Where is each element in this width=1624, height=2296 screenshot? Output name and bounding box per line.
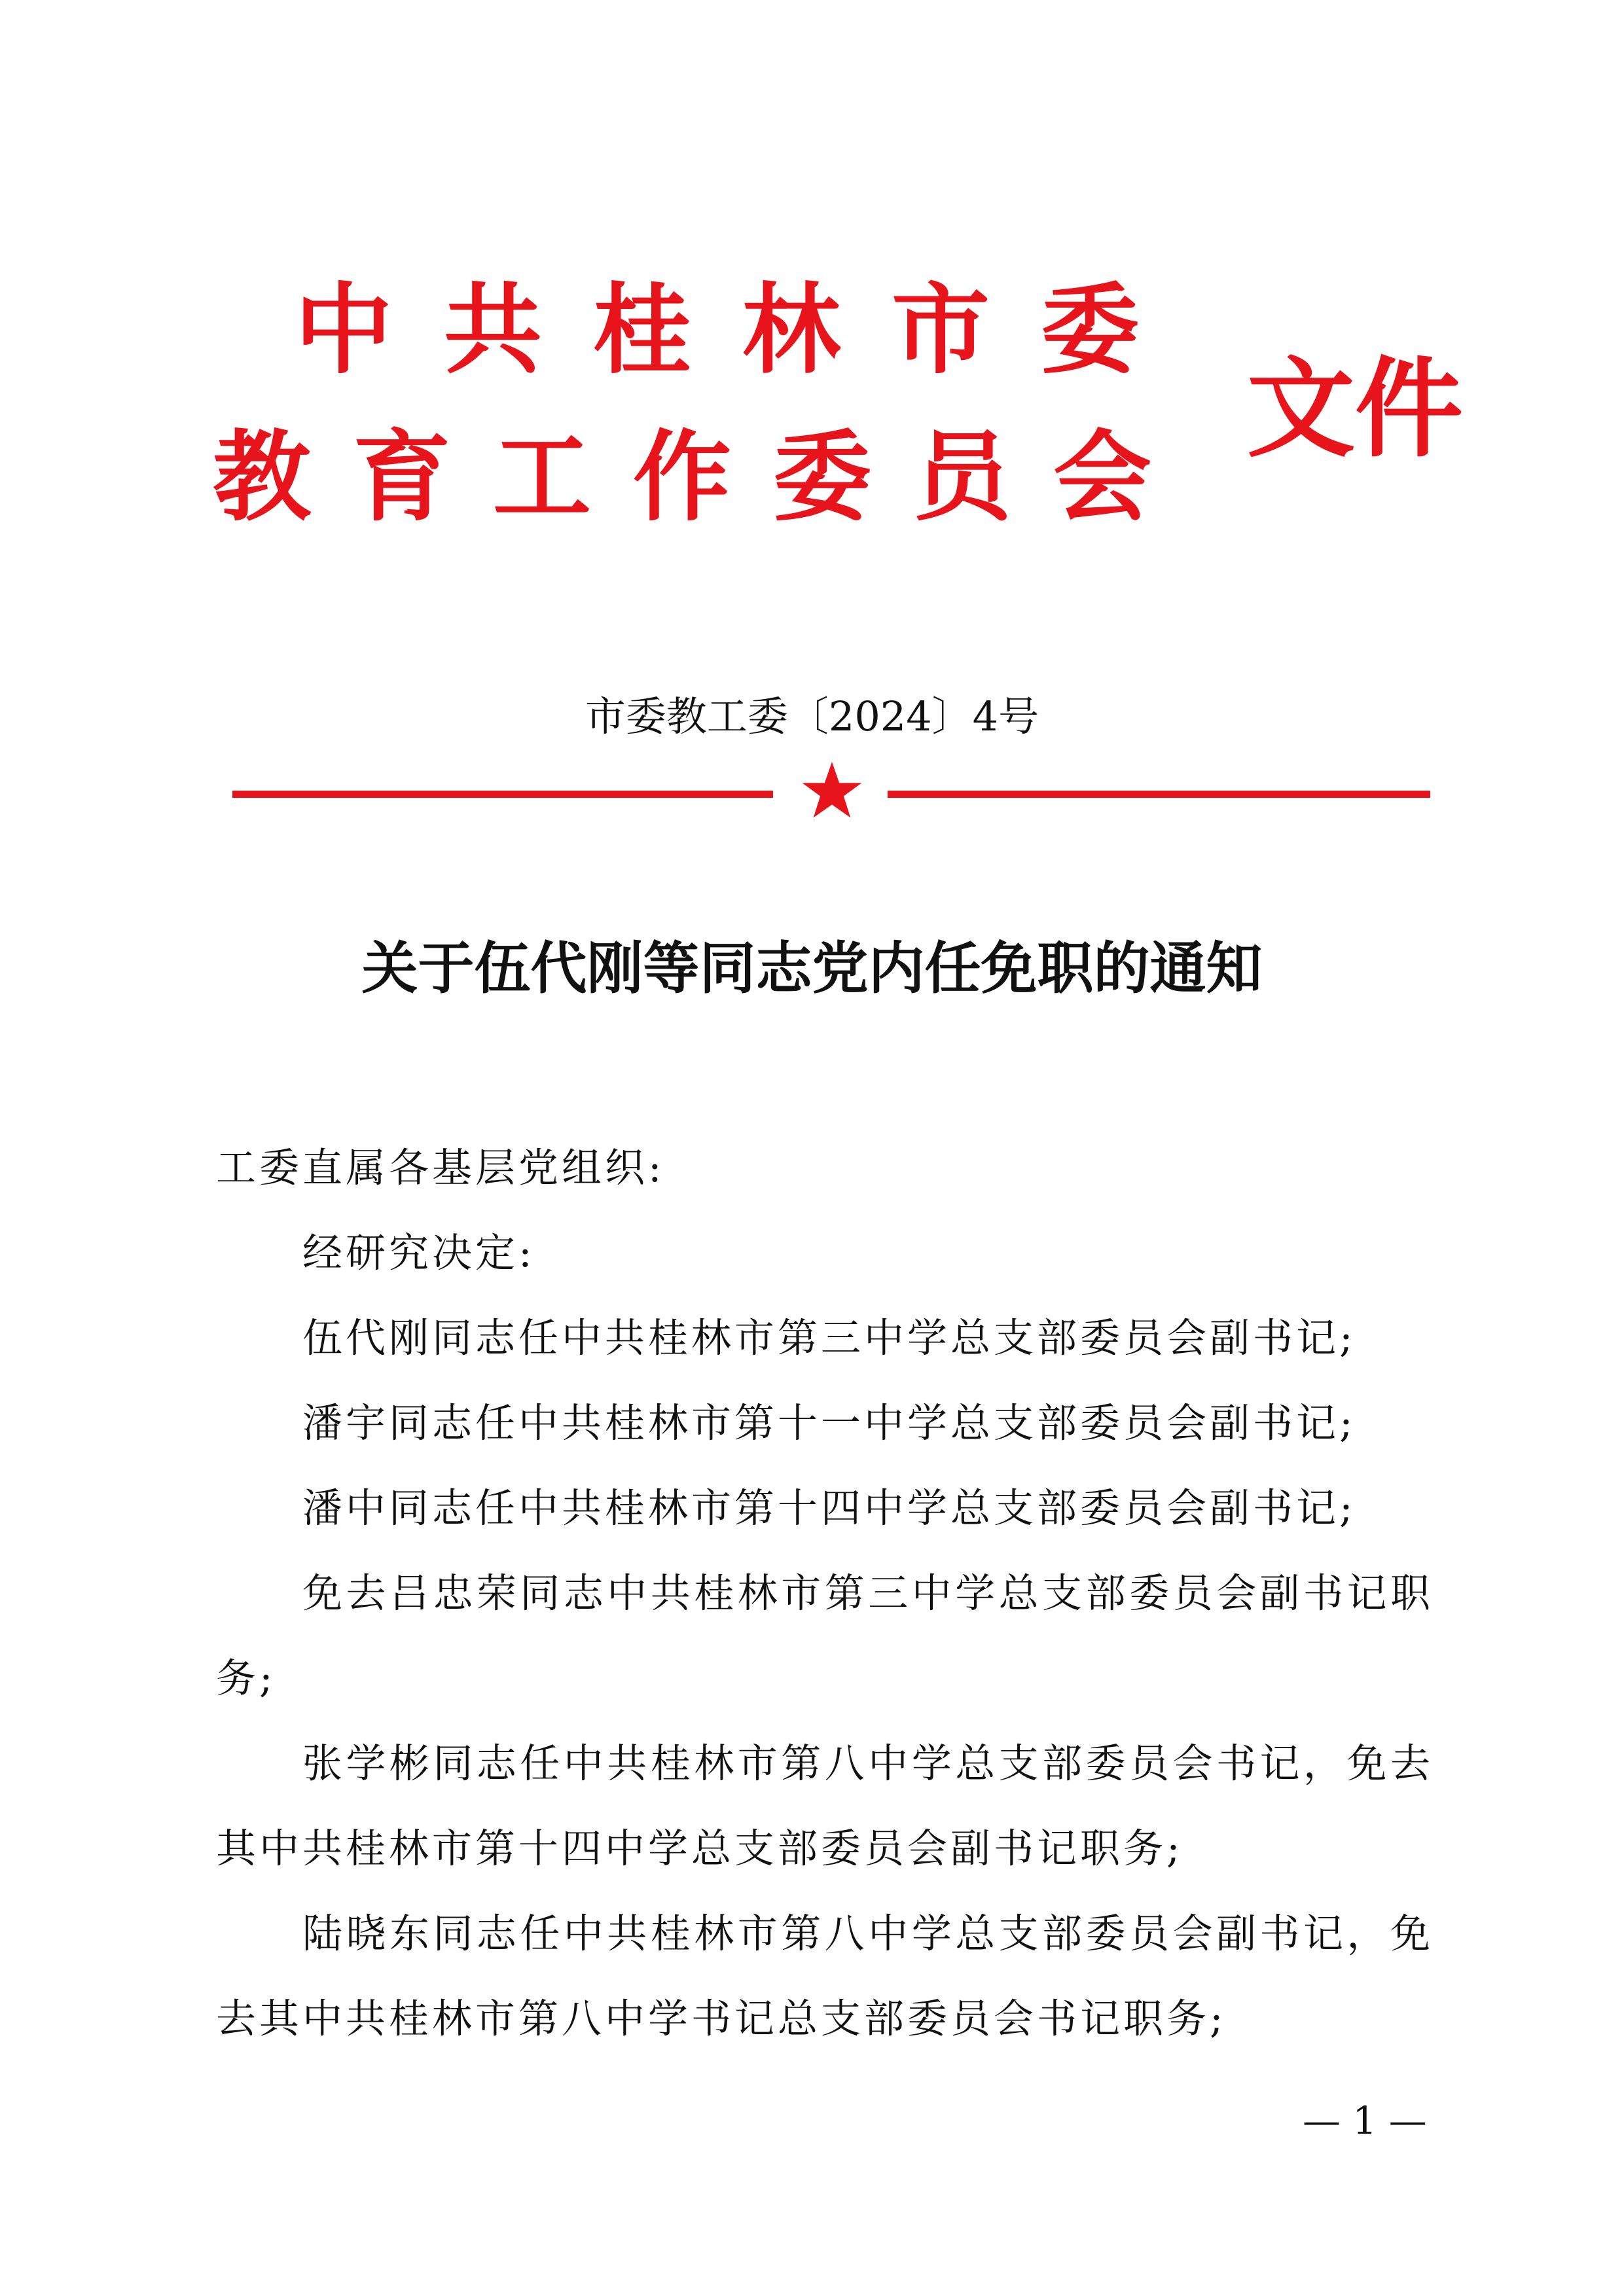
body-paragraph: 潘中同志任中共桂林市第十四中学总支部委员会副书记;	[302, 1485, 1356, 1532]
divider-line-left	[232, 791, 773, 798]
document-number: 市委教工委〔2024〕4号	[585, 692, 1039, 740]
header-organization-line-2: 教育工作委员会	[213, 421, 1194, 535]
body-paragraph: 陆晓东同志任中共桂林市第八中学总支部委员会副书记，免去其中共桂林市第八中学书记总支部委员会书记职务;	[216, 1910, 1434, 2042]
document-title: 关于伍代刚等同志党内任免职的通知	[361, 936, 1263, 1001]
body-paragraph: 张学彬同志任中共桂林市第八中学总支部委员会书记，免去其中共桂林市第十四中学总支部委员会副书记职务;	[216, 1740, 1434, 1872]
body-paragraph: 免去吕忠荣同志中共桂林市第三中学总支部委员会副书记职务;	[216, 1570, 1434, 1702]
salutation: 工委直属各基层党组织:	[216, 1145, 665, 1191]
header-document-suffix: 文件	[1247, 346, 1463, 472]
divider-line-right	[888, 791, 1430, 798]
header-organization-line-1: 中共桂林市委	[295, 274, 1191, 387]
page-number: — 1 —	[1303, 2098, 1427, 2143]
document-body	[216, 1126, 1434, 2062]
red-divider	[232, 759, 1430, 831]
body-paragraph: 伍代刚同志任中共桂林市第三中学总支部委员会副书记;	[302, 1315, 1356, 1361]
body-paragraph: 潘宇同志任中共桂林市第十一中学总支部委员会副书记;	[302, 1400, 1356, 1446]
body-paragraph: 经研究决定:	[302, 1230, 535, 1276]
star-icon	[799, 759, 865, 825]
